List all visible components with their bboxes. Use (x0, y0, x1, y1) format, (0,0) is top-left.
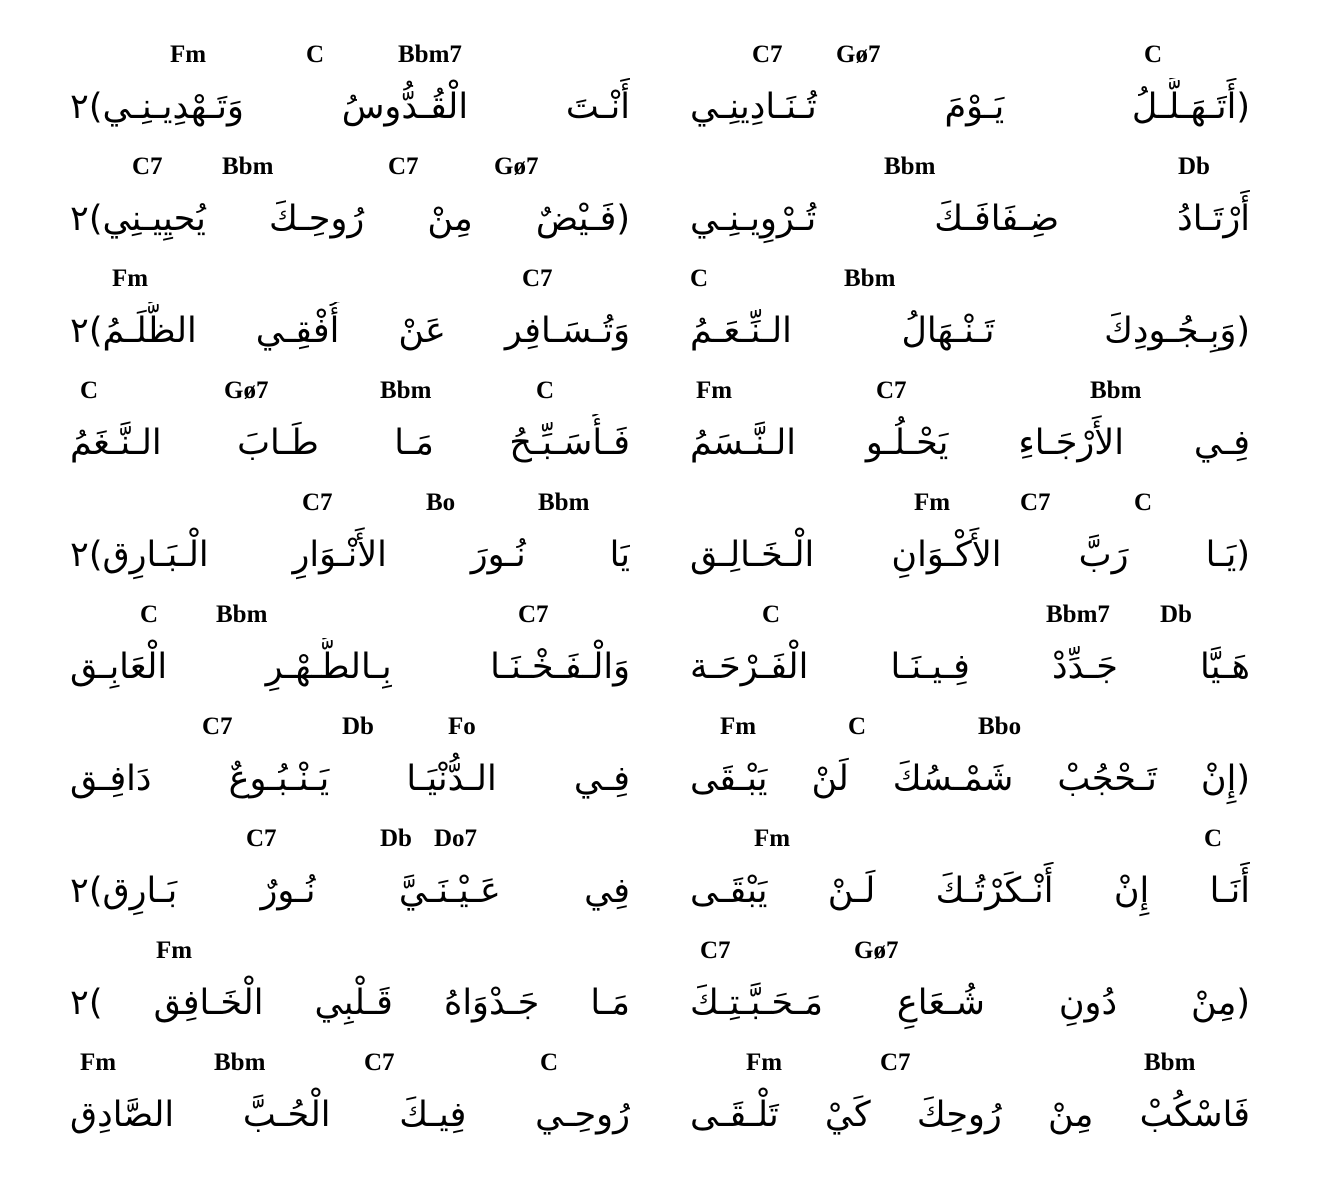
chord: Bbm (380, 377, 432, 404)
chord: Bbm (1090, 377, 1142, 404)
chord: C (1134, 489, 1153, 516)
lyric-line: رُوحِـي فِيـكَ الْحُـبَّ الصَّادِق (70, 1095, 630, 1135)
chord: C7 (700, 937, 731, 964)
chord: Do7 (434, 825, 478, 852)
chord: Fm (112, 265, 149, 292)
chord: Fm (80, 1049, 117, 1076)
lyric-line: فَاسْكُبْ مِنْ رُوحِكَ كَيْ تَلْـقَـى (690, 1095, 1250, 1135)
stanza (690, 936, 1250, 1048)
lyric-line: وَالْـفَـخْـنَـا بِـالطُّـهْـرِ الْعَابِـق (70, 647, 630, 687)
chord: Gø7 (854, 937, 899, 964)
chord: C7 (202, 713, 233, 740)
chord: C (1144, 41, 1163, 68)
left-column (70, 40, 630, 1160)
lyric-line: (أَتَـهَـلَّـلُ يَـوْمَ تُـنَـادِينِـي (690, 87, 1250, 127)
chord: Bbm (222, 153, 274, 180)
chord: C (540, 1049, 559, 1076)
chord: C7 (246, 825, 277, 852)
stanza (70, 712, 630, 824)
stanza (690, 600, 1250, 712)
chord: Fm (696, 377, 733, 404)
chord: Gø7 (224, 377, 269, 404)
chord: Bbm (538, 489, 590, 516)
chord: Bbm (1144, 1049, 1196, 1076)
chord: Bbm (844, 265, 896, 292)
stanza (70, 40, 630, 152)
chord: C7 (132, 153, 163, 180)
chord: Fm (914, 489, 951, 516)
lyric-line: وَتُـسَـافِر عَنْ أُفْقِـي الظُّلَـمُ)٢ (70, 311, 630, 351)
lyric-line: فِـي الأَرْجَـاءِ يَحْـلُـو الـنَّـسَمُ (690, 423, 1250, 463)
stanza (70, 488, 630, 600)
lyric-line: (فَـيْضٌ مِنْ رُوحِـكَ يُحيِيـنِي)٢ (70, 199, 630, 239)
stanza (70, 264, 630, 376)
chord: C (80, 377, 99, 404)
chord: Db (342, 713, 374, 740)
lyric-line: أَنَـا إِنْ أَنْـكَرْتُـكَ لَـنْ يَبْقَـى (690, 871, 1250, 911)
chord: C (306, 41, 325, 68)
lyric-line: هَـيَّا جَـدِّدْ فِـيـنَـا الْفَـرْحَـة (690, 647, 1250, 687)
chord: Bo (426, 489, 456, 516)
lyric-line: مَـا جَـدْوَاهُ قَـلْبِي الْخَـافِق )٢ (70, 983, 630, 1023)
lyric-line: (وَبِـجُـودِكَ تَـنْـهَالُ الـنِّـعَـمُ (690, 311, 1250, 351)
stanza (690, 488, 1250, 600)
chord: Fm (754, 825, 791, 852)
stanza (690, 376, 1250, 488)
chord: Fm (170, 41, 207, 68)
stanza (690, 712, 1250, 824)
chord: Gø7 (494, 153, 539, 180)
lyric-line: (مِنْ دُونِ شُـعَاعِ مَـحَـبَّـتِـكَ (690, 983, 1250, 1023)
chord: Bbm7 (398, 41, 462, 68)
stanza (70, 1048, 630, 1160)
chord: Db (1160, 601, 1192, 628)
chord: C7 (876, 377, 907, 404)
chord: C (536, 377, 555, 404)
stanza (690, 824, 1250, 936)
chord: C7 (752, 41, 783, 68)
chord: C7 (1020, 489, 1051, 516)
chord: C7 (364, 1049, 395, 1076)
chord: Fm (156, 937, 193, 964)
stanza (70, 600, 630, 712)
chord: C (140, 601, 159, 628)
stanza (690, 1048, 1250, 1160)
lyric-line: (إِنْ تَـحْجُبْ شَمْـسُكَ لَنْ يَبْـقَى (690, 759, 1250, 799)
lyric-line: فَـأُسَـبِّـحُ مَـا طَـابَ الـنَّـغَمُ (70, 423, 630, 463)
stanza (70, 936, 630, 1048)
chord: Db (1178, 153, 1210, 180)
lyric-line: فِي عَـيْـنَـيَّ نُـورٌ بَـارِق)٢ (70, 871, 630, 911)
chord: C7 (302, 489, 333, 516)
chord: Bbo (978, 713, 1022, 740)
chord: C (762, 601, 781, 628)
chord: Bbm (214, 1049, 266, 1076)
stanza (70, 152, 630, 264)
right-column (690, 40, 1250, 1160)
stanza (70, 824, 630, 936)
lyric-line: يَا نُـورَ الأَنْـوَارِ الْـبَـارِق)٢ (70, 535, 630, 575)
chord: C (848, 713, 867, 740)
chord: Gø7 (836, 41, 881, 68)
lyric-line: فِـي الـدُّنْيَـا يَـنْـبُـوعٌ دَافِـق (70, 759, 630, 799)
chord: C7 (388, 153, 419, 180)
chord: C7 (522, 265, 553, 292)
lyric-line: أَرْتَـادُ ضِـفَافَـكَ تُـرْوِيـنِـي (690, 199, 1250, 239)
chord: C7 (880, 1049, 911, 1076)
chord: Fo (448, 713, 476, 740)
chord: C7 (518, 601, 549, 628)
chord: Db (380, 825, 412, 852)
stanza (690, 264, 1250, 376)
stanza (70, 376, 630, 488)
chord: C (1204, 825, 1223, 852)
chord: Bbm (884, 153, 936, 180)
stanza (690, 40, 1250, 152)
chord: Fm (746, 1049, 783, 1076)
chord: Fm (720, 713, 757, 740)
chord: C (690, 265, 709, 292)
lyric-line: أَنْـتَ الْقُـدُّوسُ وَتَـهْدِيـنِـي)٢ (70, 87, 630, 127)
lyric-line: (يَـا رَبَّ الأَكْـوَانِ الْـخَـالِـق (690, 535, 1250, 575)
chord: Bbm (216, 601, 268, 628)
chord: Bbm7 (1046, 601, 1110, 628)
stanza (690, 152, 1250, 264)
